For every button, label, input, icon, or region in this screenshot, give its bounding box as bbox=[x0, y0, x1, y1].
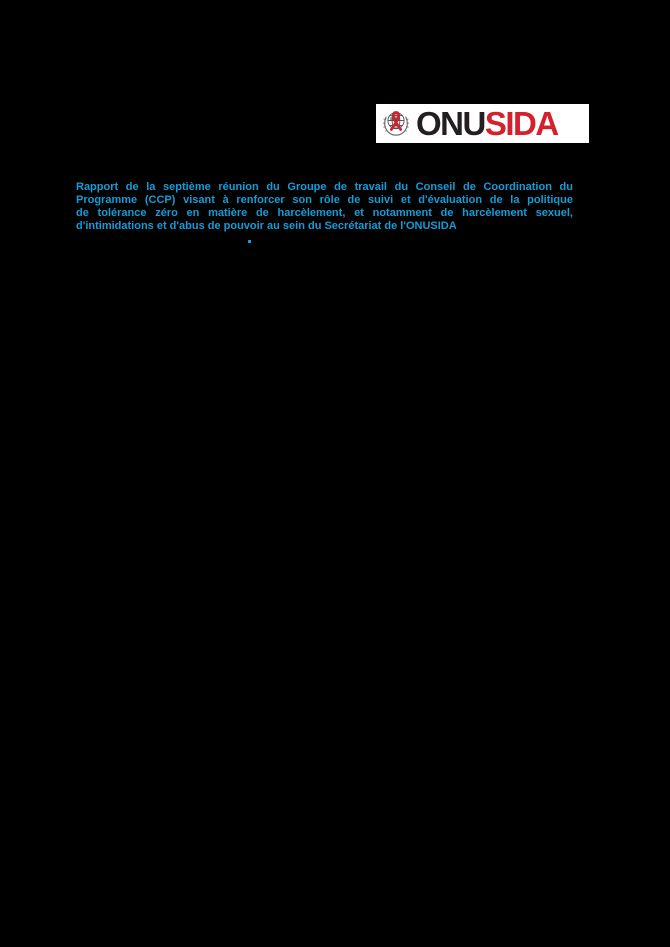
wordmark-sida: SIDA bbox=[484, 104, 558, 143]
document-title bbox=[76, 181, 573, 233]
document-title-line: Programme (CCP) visant à renforcer son rôle de suivi et d'évaluation de la politique bbox=[76, 194, 573, 206]
un-emblem-ribbon-icon bbox=[379, 107, 413, 141]
onusida-wordmark bbox=[416, 104, 558, 143]
document-title-line: de tolérance zéro en matière de harcèlement, et notamment de harcèlement sexuel, bbox=[76, 207, 573, 219]
document-title-line: d'intimidations et d'abus de pouvoir au sein du Secrétariat de l'ONUSIDA bbox=[76, 220, 457, 232]
document-title-line: Rapport de la septième réunion du Groupe de travail du Conseil de Coordination du bbox=[76, 181, 573, 193]
stray-punctuation-dot bbox=[248, 240, 251, 243]
wordmark-onu: ONU bbox=[416, 104, 485, 143]
onusida-logo bbox=[376, 104, 589, 143]
